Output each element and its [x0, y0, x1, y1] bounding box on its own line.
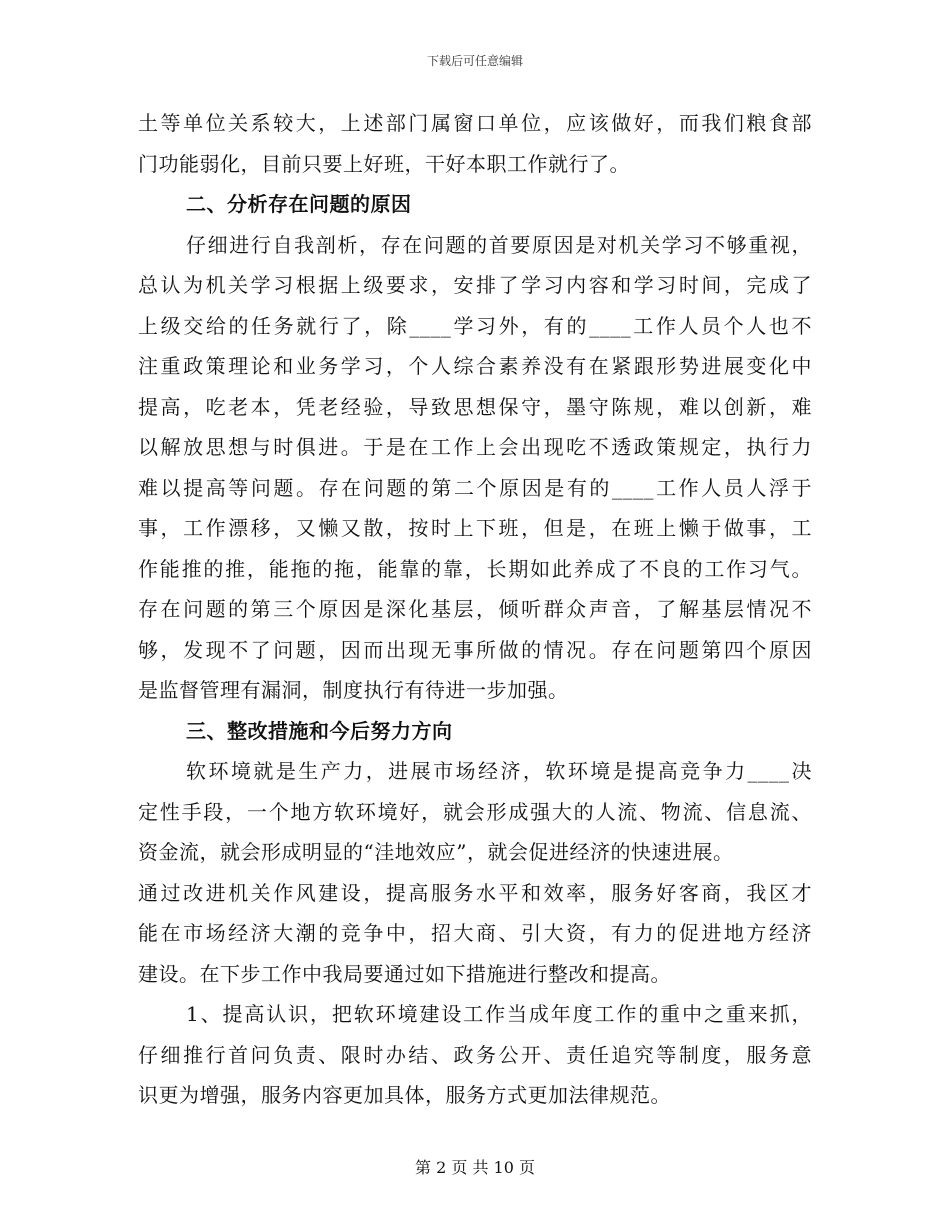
paragraph-line: 难以提高等问题。存在问题的第二个原因是有的____工作人员人浮于	[138, 475, 812, 500]
paragraph-line: 能在市场经济大潮的竞争中，招大商、引大资，有力的促进地方经济	[138, 921, 812, 945]
paragraph-line: 上级交给的任务就行了，除____学习外，有的____工作人员个人也不	[138, 313, 812, 338]
paragraph-line: 以解放思想与时俱进。于是在工作上会出现吃不透政策规定，执行力	[138, 435, 812, 459]
paragraph-line: 仔细推行首问负责、限时办结、政务公开、责任追究等制度，服务意	[138, 1042, 812, 1067]
paragraph-line: 软环境就是生产力，进展市场经济，软环境是提高竞争力____决	[186, 759, 812, 783]
section-heading: 二、分析存在问题的原因	[186, 192, 412, 216]
paragraph-line: 定性手段，一个地方软环境好，就会形成强大的人流、物流、信息流、	[138, 799, 812, 824]
paragraph-line: 建设。在下步工作中我局要通过如下措施进行整改和提高。	[138, 961, 671, 986]
paragraph-line: 1、提高认识，把软环境建设工作当成年度工作的重中之重来抓，	[186, 1002, 812, 1026]
document-body	[138, 103, 812, 1116]
paragraph-line: 事，工作漂移，又懒又散，按时上下班，但是，在班上懒于做事，工	[138, 516, 812, 540]
paragraph-line: 总认为机关学习根据上级要求，安排了学习内容和学习时间，完成了	[138, 273, 812, 297]
page-number-footer: 第 2 页 共 10 页	[415, 1158, 535, 1177]
paragraph-line: 识更为增强，服务内容更加具体，服务方式更加法律规范。	[138, 1083, 671, 1107]
section-heading: 三、整改措施和今后努力方向	[186, 718, 453, 743]
paragraph-line: 作能推的推，能拖的拖，能靠的靠，长期如此养成了不良的工作习气。	[138, 556, 812, 581]
page-header-note: 下载后可任意编辑	[426, 54, 523, 68]
paragraph-line: 仔细进行自我剖析，存在问题的首要原因是对机关学习不够重视，	[186, 232, 812, 257]
paragraph-line: 注重政策理论和业务学习，个人综合素养没有在紧跟形势进展变化中	[138, 354, 812, 378]
paragraph-line: 土等单位关系较大，上述部门属窗口单位，应该做好，而我们粮食部	[138, 111, 812, 135]
paragraph-line: 资金流，就会形成明显的“洼地效应”，就会促进经济的快速进展。	[138, 840, 734, 864]
paragraph-line: 存在问题的第三个原因是深化基层，倾听群众声音，了解基层情况不	[138, 597, 812, 621]
paragraph-line: 通过改进机关作风建设，提高服务水平和效率，服务好客商，我区才	[138, 880, 812, 905]
paragraph-line: 是监督管理有漏洞，制度执行有待进一步加强。	[138, 678, 569, 702]
paragraph-line: 够，发现不了问题，因而出现无事所做的情况。存在问题第四个原因	[138, 637, 812, 662]
paragraph-line: 门功能弱化，目前只要上好班，干好本职工作就行了。	[138, 151, 630, 176]
paragraph-line: 提高，吃老本，凭老经验，导致思想保守，墨守陈规，难以创新，难	[138, 394, 812, 419]
